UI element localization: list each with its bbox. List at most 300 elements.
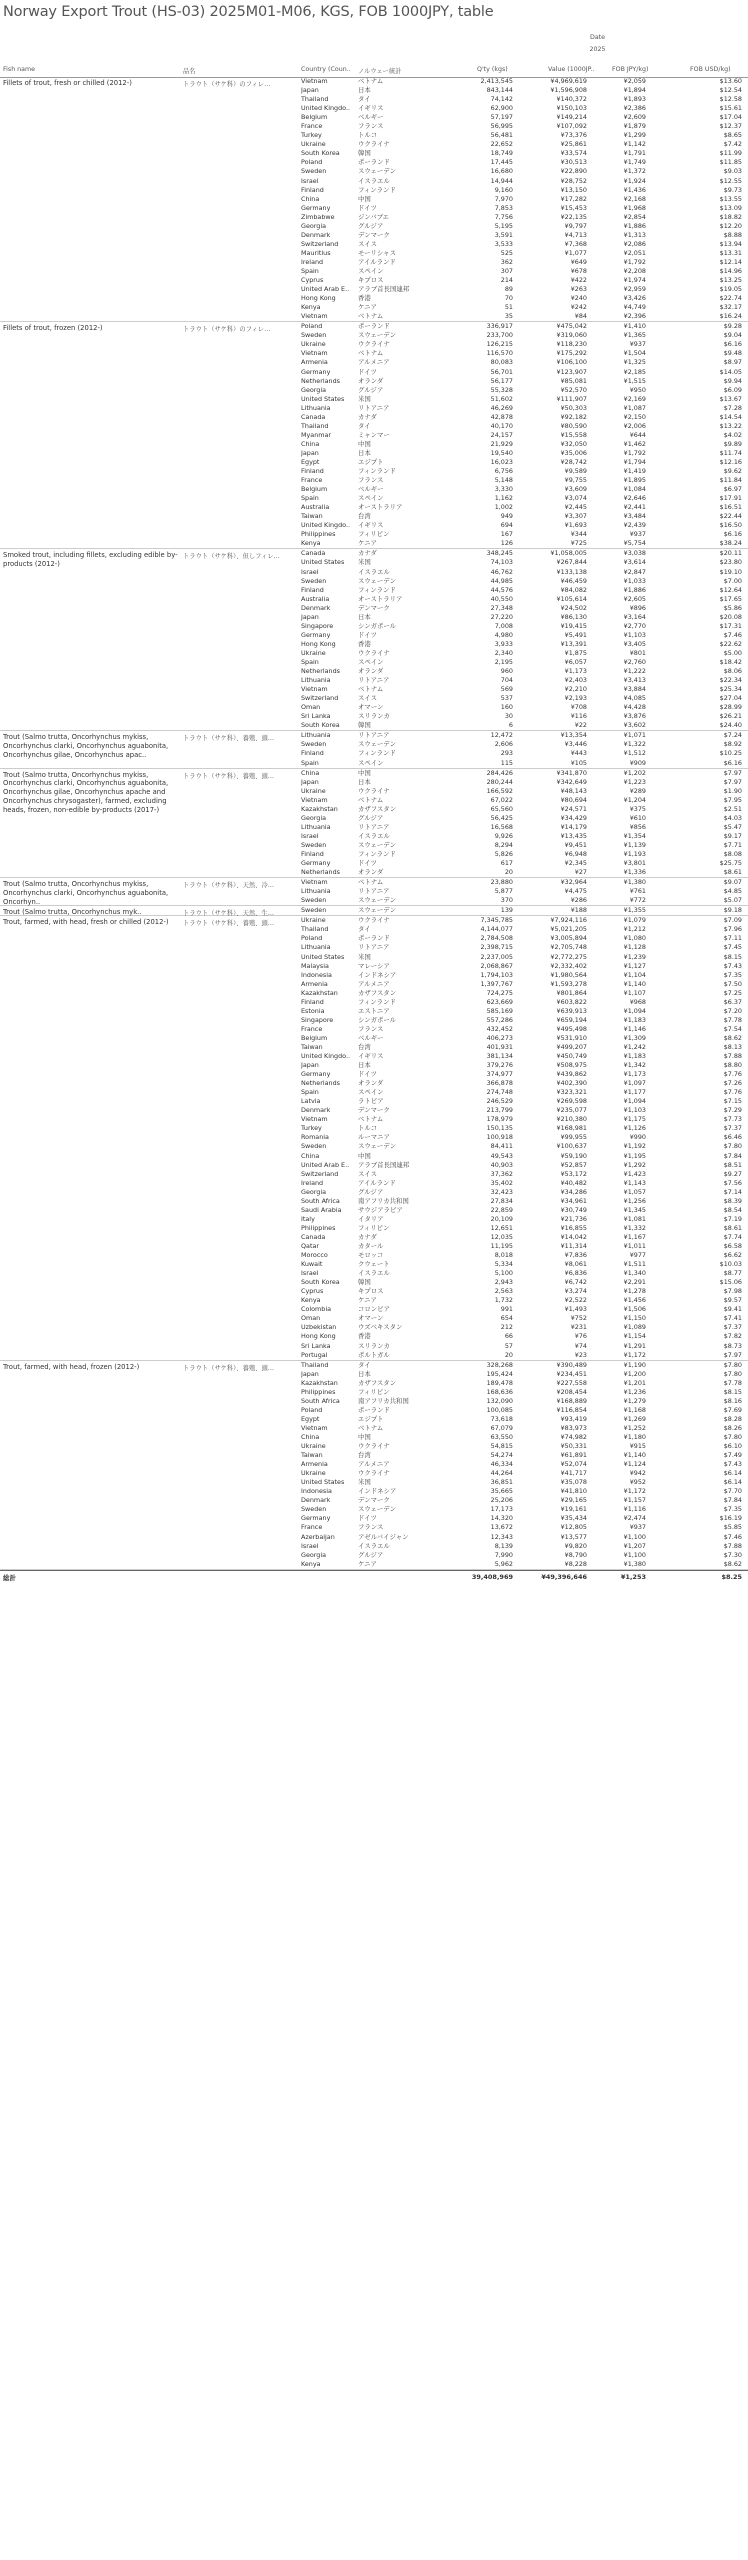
country-cell: Israel	[301, 831, 319, 840]
table-row	[0, 649, 748, 658]
qty-cell: 40,170	[490, 421, 513, 430]
value-cell: ¥32,050	[560, 439, 587, 448]
jpy-kg-cell: ¥1,894	[623, 86, 646, 95]
qty-cell: 63,550	[490, 1432, 513, 1441]
country-cell: Taiwan	[301, 1451, 323, 1460]
value-cell: ¥116	[570, 712, 587, 721]
country-cell: Lithuania	[301, 676, 331, 685]
table-row	[0, 231, 748, 240]
country-cell: Vietnam	[301, 77, 328, 85]
col-country[interactable]: Country (Coun..	[301, 66, 351, 73]
usd-kg-cell: $8.97	[723, 358, 742, 367]
qty-cell: 18,749	[490, 149, 513, 158]
year-label: 2025	[589, 46, 606, 53]
value-cell: ¥341,870	[556, 768, 587, 777]
country-cell: Belgium	[301, 113, 328, 122]
country-cell: Germany	[301, 859, 331, 868]
jpy-kg-cell: ¥1,154	[623, 1332, 646, 1341]
table-row	[0, 122, 748, 131]
usd-kg-cell: $6.37	[723, 997, 742, 1006]
usd-kg-cell: $7.88	[723, 1541, 742, 1550]
table-row	[0, 1460, 748, 1469]
jpy-kg-cell: ¥1,172	[623, 1350, 646, 1359]
jpy-kg-cell: ¥1,792	[623, 257, 646, 266]
country-cell: Ukraine	[301, 916, 326, 925]
value-cell: ¥495,498	[556, 1024, 587, 1033]
qty-cell: 66	[504, 1332, 513, 1341]
value-cell: ¥73,376	[560, 131, 587, 140]
jpy-kg-cell: ¥1,974	[623, 276, 646, 285]
value-cell: ¥208,454	[556, 1387, 587, 1396]
table-row	[0, 1415, 748, 1424]
table-row	[0, 749, 748, 758]
jpy-kg-cell: ¥1,175	[623, 1115, 646, 1124]
jpy-kg-cell: ¥937	[629, 1523, 646, 1532]
col-country-jp[interactable]: ノルウェー統計	[358, 68, 402, 75]
jpy-kg-cell: ¥1,365	[623, 331, 646, 340]
country-cell: Germany	[301, 203, 331, 212]
usd-kg-cell: $22.34	[719, 676, 742, 685]
country-jp-cell: イギリス	[358, 1052, 384, 1061]
qty-cell: 51	[504, 303, 513, 312]
table-row	[0, 1079, 748, 1088]
table-row	[0, 195, 748, 204]
country-cell: Cyprus	[301, 1287, 324, 1296]
fish-group	[0, 878, 748, 906]
jpy-kg-cell: ¥1,146	[623, 1024, 646, 1033]
country-cell: Kenya	[301, 1559, 321, 1568]
country-cell: Sweden	[301, 331, 327, 340]
qty-cell: 44,576	[490, 585, 513, 594]
qty-cell: 20,109	[490, 1214, 513, 1223]
qty-cell: 2,398,715	[480, 943, 513, 952]
qty-cell: 14,320	[490, 1514, 513, 1523]
total-qty: 39,408,969	[471, 1572, 513, 1581]
country-cell: Sweden	[301, 576, 327, 585]
value-cell: ¥752	[570, 1314, 587, 1323]
usd-kg-cell: $7.71	[723, 840, 742, 849]
value-cell: ¥4,713	[564, 230, 587, 239]
country-cell: Saudi Arabia	[301, 1205, 342, 1214]
value-cell: ¥111,907	[556, 394, 587, 403]
usd-kg-cell: $7.76	[723, 1070, 742, 1079]
table-row	[0, 1323, 748, 1332]
country-jp-cell: スウェーデン	[358, 906, 396, 915]
jpy-kg-cell: ¥1,236	[623, 1387, 646, 1396]
qty-cell: 3,330	[494, 485, 513, 494]
jpy-kg-cell: ¥1,749	[623, 158, 646, 167]
fish-jp-name-cell: トラウト（サケ科）、養殖、頭…	[183, 1364, 275, 1372]
country-cell: Turkey	[301, 1124, 322, 1133]
table-row	[0, 1442, 748, 1451]
qty-cell: 212	[500, 1323, 513, 1332]
table-row	[0, 1106, 748, 1115]
table-row	[0, 1361, 748, 1370]
table-row	[0, 916, 748, 928]
qty-cell: 7,345,785	[480, 916, 513, 925]
usd-kg-cell: $17.65	[719, 594, 742, 603]
jpy-kg-cell: ¥1,080	[623, 934, 646, 943]
jpy-kg-cell: ¥1,322	[623, 740, 646, 749]
qty-cell: 139	[500, 906, 513, 915]
usd-kg-cell: $8.73	[723, 1341, 742, 1350]
usd-kg-cell: $10.03	[719, 1260, 742, 1269]
value-cell: ¥678	[570, 266, 587, 275]
qty-cell: 42,878	[490, 412, 513, 421]
country-cell: Indonesia	[301, 970, 332, 979]
usd-kg-cell: $7.37	[723, 1323, 742, 1332]
usd-kg-cell: $7.80	[723, 1432, 742, 1441]
country-jp-cell: イスラエル	[358, 1541, 390, 1550]
usd-kg-cell: $7.46	[723, 630, 742, 639]
value-cell: ¥85,081	[560, 376, 587, 385]
table-row	[0, 667, 748, 676]
total-jpy-kg: ¥1,253	[620, 1572, 646, 1581]
qty-cell: 694	[500, 521, 513, 530]
usd-kg-cell: $15.06	[719, 1278, 742, 1287]
value-cell: ¥443	[570, 749, 587, 758]
value-cell: ¥34,429	[560, 813, 587, 822]
fish-name-cell: Fillets of trout, fresh or chilled (2012-)	[3, 79, 132, 87]
value-cell: ¥28,752	[560, 176, 587, 185]
country-jp-cell: ケニア	[358, 1296, 377, 1305]
fish-group	[0, 549, 748, 731]
country-cell: Azerbaijan	[301, 1532, 335, 1541]
table-row	[0, 1496, 748, 1505]
usd-kg-cell: $9.17	[723, 831, 742, 840]
usd-kg-cell: $17.04	[719, 113, 742, 122]
country-jp-cell: ベトナム	[358, 77, 384, 85]
fish-jp-name-cell: トラウト（サケ科）、養殖、頭…	[183, 772, 275, 780]
fish-name-cell: Fillets of trout, frozen (2012-)	[3, 324, 103, 333]
jpy-kg-cell: ¥2,291	[623, 1278, 646, 1287]
col-fish-name[interactable]: Fish name	[3, 66, 36, 73]
table-row	[0, 595, 748, 604]
value-cell: ¥267,844	[556, 558, 587, 567]
value-cell: ¥1,596,908	[550, 86, 587, 95]
table-row	[0, 1370, 748, 1379]
qty-cell: 62,900	[490, 104, 513, 113]
usd-kg-cell: $7.80	[723, 1142, 742, 1151]
fish-group	[0, 1361, 748, 1570]
country-jp-cell: リトアニア	[358, 676, 390, 685]
table-row	[0, 998, 748, 1007]
value-cell: ¥9,820	[564, 1541, 587, 1550]
usd-kg-cell: $9.62	[723, 467, 742, 476]
jpy-kg-cell: ¥1,340	[623, 1269, 646, 1278]
value-cell: ¥150,103	[556, 104, 587, 113]
country-cell: Japan	[301, 448, 319, 457]
qty-cell: 724,275	[486, 988, 513, 997]
jpy-kg-cell: ¥3,602	[623, 721, 646, 730]
jpy-kg-cell: ¥3,876	[623, 712, 646, 721]
table-row	[0, 721, 748, 730]
jpy-kg-cell: ¥1,140	[623, 979, 646, 988]
qty-cell: 381,134	[486, 1052, 513, 1061]
usd-kg-cell: $13.25	[719, 276, 742, 285]
usd-kg-cell: $6.62	[723, 1251, 742, 1260]
usd-kg-cell: $14.54	[719, 412, 742, 421]
table-row	[0, 312, 748, 321]
col-usd-kg[interactable]: FOB USD/kg)	[690, 66, 731, 73]
country-cell: Lithuania	[301, 943, 331, 952]
usd-kg-cell: $22.62	[719, 639, 742, 648]
table-row	[0, 1088, 748, 1097]
qty-cell: 3,933	[494, 639, 513, 648]
country-cell: Turkey	[301, 131, 322, 140]
qty-cell: 116,570	[486, 349, 513, 358]
country-cell: Vietnam	[301, 795, 328, 804]
usd-kg-cell: $7.09	[723, 916, 742, 925]
table-row	[0, 530, 748, 539]
qty-cell: 370	[500, 896, 513, 905]
country-jp-cell: アラブ首長国連邦	[358, 1160, 410, 1169]
qty-cell: 132,090	[486, 1396, 513, 1405]
value-cell: ¥84	[574, 312, 587, 321]
jpy-kg-cell: ¥856	[629, 822, 646, 831]
qty-cell: 25,206	[490, 1496, 513, 1505]
value-cell: ¥242	[570, 303, 587, 312]
value-cell: ¥508,975	[556, 1061, 587, 1070]
jpy-kg-cell: ¥1,462	[623, 439, 646, 448]
country-cell: Thailand	[301, 95, 329, 104]
value-cell: ¥40,482	[560, 1178, 587, 1187]
qty-cell: 280,244	[486, 777, 513, 786]
country-jp-cell: 台湾	[358, 1042, 371, 1051]
country-jp-cell: スウェーデン	[358, 1505, 396, 1514]
table-row	[0, 1142, 748, 1151]
qty-cell: 67,079	[490, 1423, 513, 1432]
country-cell: Oman	[301, 1314, 321, 1323]
qty-cell: 11,195	[490, 1242, 513, 1250]
usd-kg-cell: $12.20	[719, 221, 742, 230]
qty-cell: 569	[500, 685, 513, 694]
value-cell: ¥116,854	[556, 1405, 587, 1414]
country-cell: Qatar	[301, 1242, 319, 1250]
usd-kg-cell: $9.07	[723, 878, 742, 887]
country-jp-cell: フランス	[358, 1523, 384, 1532]
country-cell: Canada	[301, 412, 326, 421]
jpy-kg-cell: ¥1,223	[623, 777, 646, 786]
country-cell: Sweden	[301, 167, 327, 176]
country-jp-cell: イギリス	[358, 521, 384, 530]
jpy-kg-cell: ¥1,097	[623, 1079, 646, 1088]
value-cell: ¥33,574	[560, 149, 587, 158]
usd-kg-cell: $9.89	[723, 439, 742, 448]
jpy-kg-cell: ¥5,754	[623, 539, 646, 548]
table-row	[0, 1523, 748, 1532]
jpy-kg-cell: ¥1,200	[623, 1369, 646, 1378]
qty-cell: 7,008	[494, 621, 513, 630]
col-jpy-kg[interactable]: FOB JPY/kg)	[612, 66, 649, 73]
fish-group	[0, 322, 748, 549]
country-jp-cell: ケニア	[358, 539, 377, 548]
jpy-kg-cell: ¥1,355	[623, 906, 646, 915]
qty-cell: 27,220	[490, 612, 513, 621]
usd-kg-cell: $7.70	[723, 1487, 742, 1496]
country-jp-cell: ウクライナ	[358, 1469, 390, 1478]
fish-name-cell: Trout, farmed, with head, frozen (2012-)	[3, 1362, 140, 1371]
qty-cell: 2,195	[494, 658, 513, 666]
country-cell: Kuwait	[301, 1260, 323, 1269]
qty-cell: 126	[500, 539, 513, 548]
qty-cell: 9,926	[494, 831, 513, 840]
table-row	[0, 1397, 748, 1406]
jpy-kg-cell: ¥1,126	[623, 1124, 646, 1133]
usd-kg-cell: $14.05	[719, 367, 742, 376]
country-jp-cell: オランダ	[358, 667, 384, 676]
table-row	[0, 1388, 748, 1397]
table-row	[0, 823, 748, 832]
usd-kg-cell: $7.78	[723, 1378, 742, 1387]
country-jp-cell: 台湾	[358, 512, 371, 521]
date-label: Date	[589, 34, 606, 41]
jpy-kg-cell: ¥1,143	[623, 1178, 646, 1187]
country-jp-cell: 日本	[358, 1061, 371, 1070]
country-jp-cell: グルジア	[358, 813, 384, 822]
usd-kg-cell: $7.97	[723, 777, 742, 786]
usd-kg-cell: $8.16	[723, 1396, 742, 1405]
country-cell: Singapore	[301, 1015, 334, 1024]
value-cell: ¥19,415	[560, 621, 587, 630]
qty-cell: 20	[504, 1350, 513, 1359]
country-jp-cell: スイス	[358, 694, 377, 703]
country-cell: Thailand	[301, 925, 329, 934]
country-cell: Switzerland	[301, 239, 339, 248]
usd-kg-cell: $13.09	[719, 203, 742, 212]
country-cell: Estonia	[301, 1006, 325, 1015]
value-cell: ¥149,214	[556, 113, 587, 122]
country-jp-cell: リトアニア	[358, 731, 390, 740]
usd-kg-cell: $5.47	[723, 822, 742, 831]
value-cell: ¥35,078	[560, 1478, 587, 1487]
country-jp-cell: ウクライナ	[358, 340, 390, 349]
table-row	[0, 140, 748, 149]
value-cell: ¥13,435	[560, 831, 587, 840]
usd-kg-cell: $7.95	[723, 795, 742, 804]
table-row	[0, 440, 748, 449]
value-cell: ¥6,948	[564, 849, 587, 858]
col-jp-name[interactable]: 品名	[183, 68, 196, 75]
qty-cell: 74,142	[490, 95, 513, 104]
usd-kg-cell: $7.15	[723, 1097, 742, 1106]
table-row	[0, 1379, 748, 1388]
table-row	[0, 512, 748, 521]
country-jp-cell: クウェート	[358, 1260, 390, 1269]
usd-kg-cell: $12.37	[719, 122, 742, 131]
country-jp-cell: コロンビア	[358, 1305, 390, 1314]
qty-cell: 4,980	[494, 630, 513, 639]
usd-kg-cell: $8.51	[723, 1160, 742, 1169]
jpy-kg-cell: ¥1,128	[623, 943, 646, 952]
country-jp-cell: 米国	[358, 558, 371, 567]
qty-cell: 1,732	[494, 1296, 513, 1305]
country-cell: Armenia	[301, 979, 328, 988]
jpy-kg-cell: ¥1,239	[623, 952, 646, 961]
table-row	[0, 95, 748, 104]
country-cell: Australia	[301, 503, 330, 512]
value-cell: ¥8,228	[564, 1559, 587, 1568]
country-cell: Kenya	[301, 539, 321, 548]
jpy-kg-cell: ¥1,886	[623, 221, 646, 230]
country-jp-cell: デンマーク	[358, 1496, 390, 1505]
country-jp-cell: ケニア	[358, 1559, 377, 1568]
table-row	[0, 1016, 748, 1025]
country-jp-cell: スイス	[358, 1169, 377, 1178]
country-jp-cell: トルコ	[358, 1124, 378, 1133]
col-qty[interactable]: Q'ty (kgs)	[477, 66, 508, 73]
value-cell: ¥22	[574, 721, 587, 730]
country-cell: Sweden	[301, 1505, 327, 1514]
table-row	[0, 285, 748, 294]
qty-cell: 5,195	[494, 221, 513, 230]
value-cell: ¥46,459	[560, 576, 587, 585]
table-row	[0, 386, 748, 395]
fish-jp-name-cell: トラウト（サケ科）、天然、冷…	[183, 882, 275, 890]
country-cell: Canada	[301, 1232, 326, 1241]
usd-kg-cell: $6.97	[723, 485, 742, 494]
country-jp-cell: スウェーデン	[358, 1142, 396, 1151]
jpy-kg-cell: ¥990	[629, 1133, 646, 1142]
qty-cell: 401,931	[486, 1042, 513, 1051]
value-cell: ¥50,331	[560, 1442, 587, 1451]
jpy-kg-cell: ¥2,059	[623, 77, 646, 85]
country-cell: Indonesia	[301, 1487, 332, 1496]
country-cell: Vietnam	[301, 685, 328, 694]
jpy-kg-cell: ¥1,207	[623, 1541, 646, 1550]
jpy-kg-cell: ¥1,172	[623, 1487, 646, 1496]
country-jp-cell: デンマーク	[358, 1106, 390, 1115]
value-cell: ¥32,964	[560, 878, 587, 887]
jpy-kg-cell: ¥1,084	[623, 485, 646, 494]
jpy-kg-cell: ¥761	[629, 887, 646, 896]
country-cell: Finland	[301, 185, 324, 194]
col-value[interactable]: Value (1000JP..	[548, 66, 595, 73]
country-cell: Thailand	[301, 1360, 329, 1369]
country-cell: Switzerland	[301, 1169, 339, 1178]
value-cell: ¥3,609	[564, 485, 587, 494]
country-cell: France	[301, 476, 323, 485]
jpy-kg-cell: ¥1,201	[623, 1378, 646, 1387]
table-row	[0, 1332, 748, 1341]
qty-cell: 56,481	[490, 131, 513, 140]
qty-cell: 5,962	[494, 1559, 513, 1568]
usd-kg-cell: $9.27	[723, 1169, 742, 1178]
table-row	[0, 694, 748, 703]
value-cell: ¥1,593,278	[550, 979, 587, 988]
country-jp-cell: 台湾	[358, 1451, 371, 1460]
value-cell: ¥2,705,748	[550, 943, 587, 952]
qty-cell: 54,815	[490, 1442, 513, 1451]
fish-name-cell: Trout (Salmo trutta, Oncorhynchus myk..	[3, 908, 142, 917]
country-cell: Poland	[301, 158, 323, 167]
jpy-kg-cell: ¥1,292	[623, 1160, 646, 1169]
table-row	[0, 1233, 748, 1242]
usd-kg-cell: $8.80	[723, 1061, 742, 1070]
value-cell: ¥475,042	[556, 322, 587, 331]
value-cell: ¥4,969,619	[550, 77, 587, 85]
usd-kg-cell: $5.86	[723, 603, 742, 612]
country-cell: Singapore	[301, 621, 334, 630]
country-jp-cell: アラブ首長国連邦	[358, 285, 410, 294]
usd-kg-cell: $8.77	[723, 1269, 742, 1278]
country-cell: Kenya	[301, 1296, 321, 1305]
country-cell: Japan	[301, 1061, 319, 1070]
jpy-kg-cell: ¥2,185	[623, 367, 646, 376]
qty-cell: 44,264	[490, 1469, 513, 1478]
jpy-kg-cell: ¥4,085	[623, 694, 646, 703]
value-cell: ¥53,172	[560, 1169, 587, 1178]
